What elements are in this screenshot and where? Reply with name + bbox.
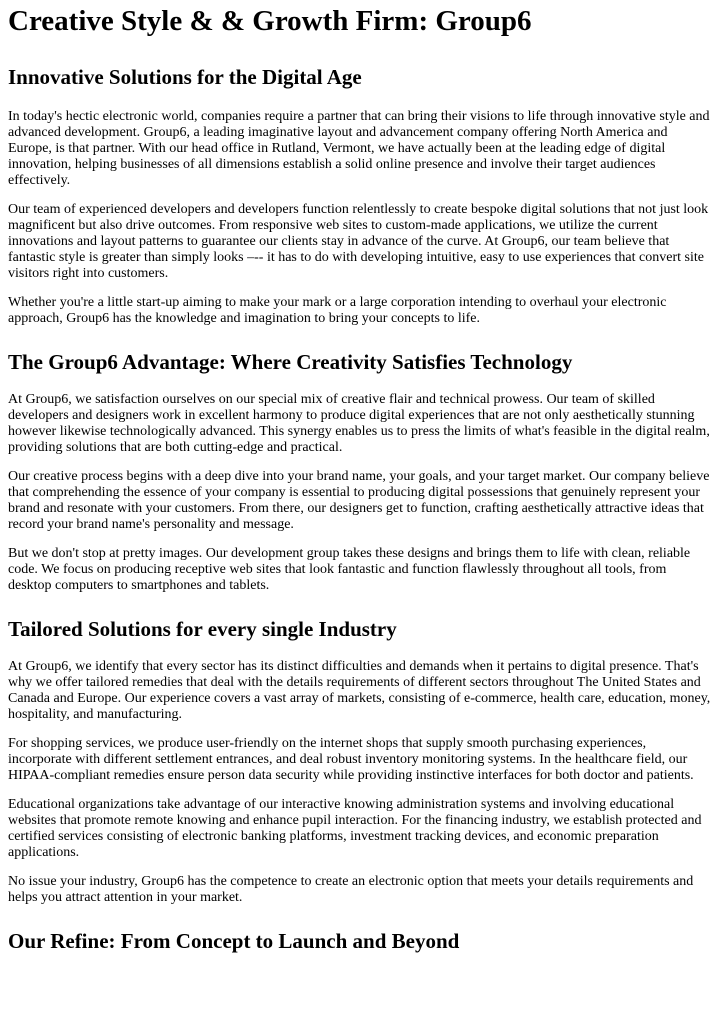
section-tailored-solutions: [8, 617, 712, 906]
paragraph: At Group6, we identify that every sector has its distinct difficulties and demands when it pertains to digital presence. That's why we offer tailored remedies that deal with the details requirements of different sectors throughout The United States and Canada and Europe. Our experience covers a vast array of markets, consisting of e-commerce, health care, education, money, hospitality, and manufacturing.: [8, 659, 711, 722]
paragraph: Our creative process begins with a deep dive into your brand name, your goals, and your target market. Our company believe that comprehending the essence of your company is essential to producing digital possessions that genuinely represent your brand and resonate with your customers. From there, our designers get to function, crafting aesthetically attractive ideas that record your brand name's personality and message.: [8, 469, 710, 532]
section-heading: Tailored Solutions for every single Industry: [8, 617, 397, 641]
paragraph: Our team of experienced developers and developers function relentlessly to create bespoke digital solutions that not just look magnificent but also drive outcomes. From responsive web sites to custom-made applications, we utilize the current innovations and layout patterns to guarantee our clients stay in advance of the curve. At Group6, our team believe that fantastic style is greater than simply looks –-- it has to do with developing intuitive, easy to use experiences that convert site visitors right into customers.: [8, 202, 709, 281]
paragraph: But we don't stop at pretty images. Our development group takes these designs and brings them to life with clean, reliable code. We focus on producing receptive web sites that look fantastic and function flawlessly throughout all tools, from desktop computers to smartphones and tablets.: [8, 546, 691, 593]
section-our-refine: [8, 929, 712, 953]
section-group6-advantage: [8, 350, 712, 594]
paragraph: For shopping services, we produce user-friendly on the internet shops that supply smooth purchasing experiences, incorporate with different settlement entrances, and deal robust inventory monitoring systems. In the healthcare field, our HIPAA-compliant remedies ensure person data security while providing instinctive interfaces for both doctor and patients.: [8, 736, 694, 783]
section-heading: Our Refine: From Concept to Launch and Beyond: [8, 929, 460, 953]
page-title: Creative Style & & Growth Firm: Group6: [8, 5, 532, 37]
paragraph: Educational organizations take advantage of our interactive knowing administration systems and involving educational websites that promote remote knowing and enhance pupil interaction. For the financing industry, we establish protected and certified services consisting of electronic banking platforms, investment tracking devices, and economic preparation applications.: [8, 797, 702, 860]
paragraph: Whether you're a little start-up aiming to make your mark or a large corporation intending to overhaul your electronic approach, Group6 has the knowledge and imagination to bring your concepts to life.: [8, 295, 667, 326]
paragraph: In today's hectic electronic world, companies require a partner that can bring their visions to life through innovative style and advanced development. Group6, a leading imaginative layout and advancement company offering North America and Europe, is that partner. With our head office in Rutland, Vermont, we have actually been at the leading edge of digital innovation, helping businesses of all dimensions establish a solid online presence and involve their target audiences effectively.: [8, 109, 710, 188]
section-innovative-solutions: [8, 65, 712, 327]
paragraph: No issue your industry, Group6 has the competence to create an electronic option that meets your details requirements and helps you attract attention in your market.: [8, 874, 694, 905]
paragraph: At Group6, we satisfaction ourselves on our special mix of creative flair and technical prowess. Our team of skilled developers and designers work in excellent harmony to produce digital experiences that are not only aesthetically stunning however likewise technologically advanced. This synergy enables us to press the limits of what's feasible in the digital realm, providing solutions that are both cutting-edge and practical.: [8, 392, 710, 455]
section-heading: Innovative Solutions for the Digital Age: [8, 65, 362, 89]
article: [0, 5, 720, 953]
section-heading: The Group6 Advantage: Where Creativity Satisfies Technology: [8, 350, 573, 374]
